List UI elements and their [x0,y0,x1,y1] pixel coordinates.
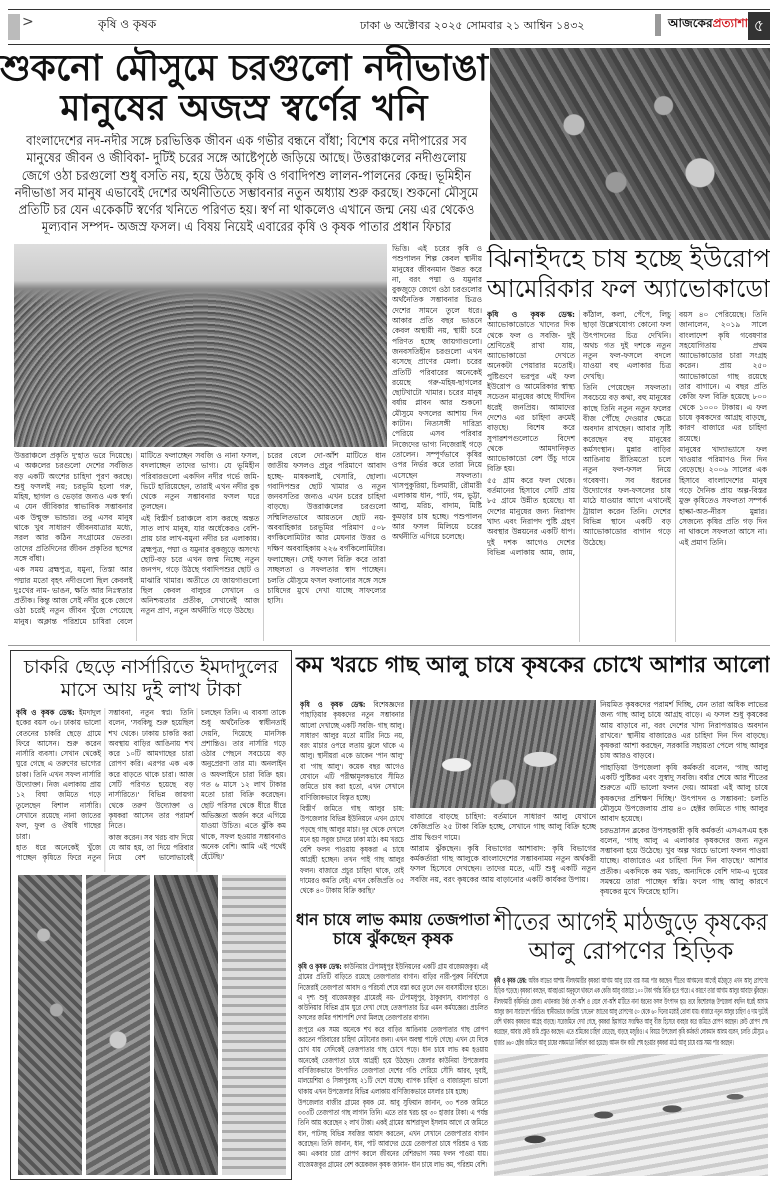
header-bottom-rule [8,44,770,45]
potato-left-body [300,700,404,902]
imdadul-headline-line-1: চাকরি ছেড়ে নার্সারিতে ইমদাদুলের [23,656,279,678]
dateline: কৃষি ও কৃষক ডেস্ক: [300,700,366,709]
paragraph: ৫৫ গ্রাম করে ফল থেকে। বর্তমানের হিসাবে সেটি প্রায় ৮৫ গ্রামে উন্নীত হয়েছে। যা দেশের মানুষের জন্য নিরাপদ খাদ্য এবং নিরাপদ পুষ্টি গ্রহণ অবস্থার উন্নয়নের একটি ধাপ। দুই দশক আগেও দেশের বিভিন্ন এলাকায় আম, জাম, কাঁঠাল, কলা, পেঁপে, লিচু ছাড়া উল্লেখযোগ্য কোনো ফল উৎপাদনের চিত্র দেখিনি। অথচ গত দুই দশকে নতুন নতুন ফল-ফসলে বদলে যাওয়া বহু এলাকার চিত্র দেখছি। [487,310,671,557]
paragraph: চরভদ্রাসন ব্লকের উপসহকারী কৃষি কর্মকর্তা এসএসএম হক বলেন, 'গাছ আলু এ এলাকার কৃষকদের জন্য নতুন সম্ভাবনা হয়ে উঠেছে। খুব অল্প খরচে ভালো ফলন পাওয়া যাচ্ছে। বাজারেও এর চাহিদা দিন দিন বাড়ছে।' আশার প্রতীক। একদিকে কম খরচ, অন্যদিকে বেশি দাম-এ দুয়ের সমন্বয়ে তারা পাচ্ছেন স্বস্তি। ফলে গাছ আলু কারণে কৃষকের মুখে ফিরেছে হাসি। [600,825,768,897]
logo-brand: প্রত্যাশা [712,16,749,30]
paragraph: এক সময় ব্রহ্মপুত্র, যমুনা, তিস্তা আর পদ্মার মতো বৃহৎ নদীগুলো ছিল কেবলই দুঃখের নাম- ভাঙন, ক্ষতি আর নিঃস্বতার প্রতীক। কিন্তু আজ সেই নদীর বুকে জেগে ওঠা চরেই নতুন জীবন খুঁজে পেয়েছে মানুষ। অক্লান্ত পরিশ্রমে চাষিরা বেলে মাটিতে ফলাচ্ছেন সবজি ও নানা ফসল, বদলাচ্ছেন তাদের ভাগ্য। যে ভূমিহীন পরিবারগুলো একদিন নদীর গর্ভে জমি-ভিটে হারিয়েছেন, তারাই এখন নদীর বুক থেকে নতুন সম্ভাবনার ফসল ঘরে তুলছেন। [14,451,260,626]
paragraph: এই বিস্তীর্ণ চরাঞ্চলে বাস করছে অন্তত সাত লাখ মানুষ, যার অর্ধেকেরও বেশি-প্রায় চার লাখ-যমুনা নদীর চর এলাকায়। ব্রহ্মপুত্র, পদ্মা ও যমুনার বুকজুড়ে অসংখ্য ছোট-বড় চরে এখন জন্ম নিচ্ছে নতুন জনপদ, গড়ে উঠছে গবাদিপশুর ছোট ও মাঝারি খামার। অতীতে যে জায়গাগুলো ছিল কেবল বালুচর সেখানে ও অনিশ্চয়তার প্রতীক, সেখানেই আজ নতুন প্রাণ, নতুন অর্থনীতি গড়ে উঠছে। [140,513,260,616]
newspaper-logo [668,15,748,35]
potato-right-body [600,700,768,902]
imdadul-body [16,708,286,872]
winter-headline-line-1: শীতের আগেই মাঠজুড়ে কৃষকের [494,908,768,936]
imdadul-headline-line-2: মাসে আয় দুই লাখ টাকা [60,678,242,701]
potato-headline [296,652,770,678]
paragraph: রংপুরে এক সময় অনেকে শখ করে বাড়ির আঙিনায় তেজপাতার গাছ রোপণ করতেন পরিবারের চাহিদা মেটানোর জন্য। এখন অবস্থা পাল্টে গেছে। এখন যে দিকে চোখ যায় সেদিকেই তেজপাতার গাছ চোখে পড়ে। ধান চাষে লাভ কম হওয়ায় অনেকেই তেজপাতা চাষে আগ্রহী হয়ে উঠছেন। জেলার কাউনিয়া উপজেলায় বাণিজ্যিকভাবে উৎপাদিত তেজপাতা দেশের গণ্ডি পেরিয়ে সৌদি আরব, দুবাই, মালয়েশিয়া ও সিঙ্গাপুরসহ ২১টি দেশে যাচ্ছে। ব্যাপক চাহিদা ও বাজারমূল্য ভালো থাকায় এখন উপজেলার বিভিন্ন এলাকায় বাণিজ্যিকভাবে মসলার চাষ হচ্ছে। [298,1024,488,1096]
paragraph: বিশেষজ্ঞদের পাহাড়িয়ার কৃষকদের নতুন সম্ভাবনার আলো দেখাচ্ছে একটি সবজি- গাছ আলু। সাধারণ আলুর মতো মাটির নিচে নয়, বরং মাচার ওপরে লতায় ঝুলে থাকে এ আলু। স্থানীয়রা একে ডাকেন 'পান আলু' বা 'গাছ আলু'। কয়েক বছর আগেও যেখানে এটি পরীক্ষামূলকভাবে সীমিত জমিতে চাষ করা হতো, এখন সেখানে বাণিজ্যিকভাবে বিস্তৃত হচ্ছে। [300,700,404,802]
dateline: কৃষি ও কৃষক ডেস্ক: [487,310,575,319]
photo-avocado-farmer [490,48,770,240]
paragraph: পাহাড়িয়া উপজেলা কৃষি কর্মকর্তা বলেন, 'গাছ আলু একটি পুষ্টিকর এবং সুস্বাদু সবজি। বর্ষার শেষে আর শীতের শুরুতে এটি ভালো ফলন দেয়। আমরা এই আলু চাষে কৃষকদের প্রশিক্ষণ দিচ্ছি।' উৎপাদন ও সম্ভাবনা: চলতি মৌসুমে উপজেলায় প্রায় ৪০ হেক্টর জমিতে গাছ আলুর আবাদ হয়েছে। [600,762,768,824]
winter-body [494,976,768,1050]
photo-orange-tree [86,875,150,1175]
paragraph: বাজারে বাড়ছে চাহিদা: বর্তমানে সাধারণ আলু যেখানে কেজিপ্রতি ২৫ টাকা বিক্রি হচ্ছে, সেখানে গাছ আলু বিক্রি হচ্ছে প্রায় দ্বিগুণ দামে। [410,812,596,842]
page-number: ৫ [748,12,770,40]
paragraph: নিয়মিত কৃষকদের পরামর্শ দিচ্ছি, যেন তারা অধিক লাভের জন্য গাছ আলু চাষে আগ্রহ বাড়ে। এ ফসল শুধু কৃষকের আয় বাড়াবে না, বরং দেশের খাদ্য নিরাপত্তায়ও অবদান রাখবে।' স্থানীয় বাজারেও এর চাহিদা দিন দিন বাড়ছে। কৃষকরা আশা করছেন, সরকারি সহায়তা পেলে গাছ আলুর চাষ আরও বাড়বে। [600,700,768,761]
imdadul-headline [14,656,288,702]
avocado-headline-line-2: আমেরিকার ফল অ্যাভোকাডো [487,274,770,303]
paragraph: বিস্তীর্ণ জমিতে গাছ আলুর চাষ: উপজেলার বিভিন্ন ইউনিয়নে এখন চোখে পড়ছে গাছ আলুর মাচা। দূর থেকে দেখলে মনে হয় সবুজ চাদরে ঢাকা মাঠ। কম খরচে বেশি ফলন পাওয়ায় কৃষকরা এ চাষে আগ্রহী হচ্ছেন। তখন পাই গাছ আলুর ফলন। বাজারে প্রচুর চাহিদা থাকে, তাই দামেরও কমতি নেই। এখন কেজিপ্রতি ৩৫ থেকে ৪০ টাকায় বিক্রি করছি।' [300,803,404,896]
paragraph: হাত ধরে অনেকেই খুঁজে পাচ্ছেন কৃষিতে ফিরে নতুন সম্ভাবনা, নতুন স্বপ্ন। তিনি বলেন, 'সবকিছু শুরু হয়েছিল শখ থেকে। ঢাকায় চাকরি করা অবস্থায় বাড়ির আঙিনায় শখ করে ১০টি আমগাছের চারা রোপণ করি। এরপর এক এক করে বাড়তে থাকে চারা। আজ সেটি পরিণত হয়েছে বড় নার্সারিতে।' বিভিন্ন জায়গা থেকে তরুণ উদ্যোক্তা ও কৃষকরা আসেন তার পরামর্শ নিতে। [16,708,194,863]
dhan-headline [296,910,490,948]
logo-divider [655,14,661,36]
photo-guava-tree [154,875,218,1175]
dateline: কৃষি ও কৃষক ডেস্ক: [298,962,342,971]
logo-prefix: আজকের [668,16,713,30]
paragraph: অধিক লাভের আশায় নীলফামারীর কৃষকরা আগাম আলু চাষে ব্যস্ত সময় পার করছেন। শীতের আগমনের আগেই মাঠজুড়ে এখন আলু রোপণের হিড়িক পড়েছে। কৃষকরা বলছেন, আবহাওয়া অনুকূলে থাকলে এক কেজি আলু বাজারে ১০০ টাকা পর্যন্ত বিক্রি হতে পারে। এ কারণে তারা আগাম আলুর আবাদে ঝুঁকছেন। নীলফামারী কৃষিনির্ভর জেলা। এখানকার উর্বর দো-আঁশ ও বেলে দো-আঁশ মাটিতে নানা ধরনের ফসল উৎপাদন হয়। তবে কিশোরগঞ্জ উপজেলা বহুদিন ধরেই আগাম আলুর জন্য সারাদেশে পরিচিত। স্থানীয়ভাবে জনপ্রিয় 'সেভেন' জাতের আলু রোপণের ৫০ থেকে ৬০ দিনের মধ্যেই তোলা যায়। বাজারে নতুন আলুর চাহিদা ও দাম দুটোই বেশি থাকায় কৃষকদের আগ্রহ বাড়ছে। সরেজমিনে দেখা গেছে, কৃষকরা হিমাগারে সংরক্ষিত আলু বীজ হিসেবে ব্যবহার করে জমিতে রোপণ করছেন। কেউ রোপণ শেষ করেছেন, আবার কেউ জমি প্রস্তুত করছেন। এতে শ্রমিকের চাহিদা বেড়েছে, বাড়ছে মজুরিও। এ বিষয়ে উপজেলা কৃষি কর্মকর্তা লোকমান আলম বলেন, চলতি মৌসুমে ৬ হাজার ৬৬০ হেক্টর জমিতে আলু চাষের লক্ষ্যমাত্রা নির্ধারণ করা হয়েছে। আমন ধান কাটা শেষ হওয়ার কৃষকরা মাঠে আলু চাষে ব্যস্ত সময় পার করছেন। [494,976,768,1047]
dateline: কৃষি ও কৃষক ডেস্ক: [494,976,527,985]
avocado-headline-line-1: ঝিনাইদহে চাষ হচ্ছে ইউরোপ [487,244,770,273]
lead-side-column [392,244,482,640]
header-tab-marker [8,14,20,40]
photo-banana-farmer [222,875,286,1175]
dhan-body [298,962,488,1184]
avocado-headline [487,244,770,304]
photo-tree-potato [410,700,596,808]
dhan-headline-line-2: চাষে ঝুঁকছেন কৃষক [333,929,453,949]
paragraph: ভিত্তি। এই চরের কৃষি ও পশুপালন শিল্প কেবল স্থানীয় মানুষের জীবনমান উন্নত করে না, বরং পদ্মা ও যমুনার বুকজুড়ে জেগে ওঠা চরগুলোর অর্থনৈতিক সম্ভাবনার চিত্রও দেশের সামনে তুলে ধরে। আকার প্রতি বছর ভাঙনে কেবল অস্থায়ী নয়, স্থায়ী চরে পরিণত হচ্ছে জায়গাগুলো। জনবসতিহীন চরগুলো এখন বসেছে প্রাণের মেলা। চরের প্রতিটি পরিবারের অনেকেই রয়েছে গরু-মহিষ-ছাগলের ছোটখাটো খামার। চরের মানুষ বর্ষায় প্লাবন আর শুকনো মৌসুমে ফসলের আশায় দিন কাটান। নিত্যসঙ্গী দারিদ্র্য পেরিয়ে এসব পরিবার নিজেদের ভাগ্য নিজেরাই গড়ে তোলেন। সম্পূর্ণভাবে কৃষির ওপর নির্ভর করে তারা নিয়ে এসেছেন সফলতা। খাসপুকুরিয়া, চিলমারী, রৌমারী এলাকায় ধান, পাট, গম, ভুট্টা, আলু, মরিচ, বাদাম, মিষ্টি কুমড়ার চাষ হচ্ছে। পশুপালন আর ফসল মিলিয়ে চরের অর্থনীতি এগিয়ে চলেছে। [392,244,482,542]
issue-date: ঢাকা ৬ অক্টোবর ২০২৫ সোমবার ২১ আশ্বিন ১৪৩২ [360,19,585,32]
paragraph: বয়স ৪০ পেরিয়েছে। তিনি জানালেন, ২০১৯ সালে বাংলাদেশ কৃষি গবেষণার সহযোগিতায় প্রথম অ্যাভোকাডোর চারা সংগ্রহ করেন। প্রায় ২৫০ অ্যাভোকাডো গাছ রয়েছে তার বাগানে। এ বছর প্রতি কেজি ফল বিক্রি হয়েছে ৮০০ থেকে ১০০০ টাকায়। এ ফল চাষে কৃষকদের আগ্রহ বাড়ছে, কারণ বাজারে এর চাহিদা রয়েছে। [679,310,767,443]
lead-headline [0,48,488,128]
winter-headline [494,908,768,966]
paragraph: তিনি পেয়েছেন সফলতা। সবচেয়ে বড় কথা, বহু মানুষের কাছে তিনি নতুন নতুন ফলের বীজ পৌঁছে দেওয়ার ক্ষেত্রে অবদান রাখছেন। আবার সৃষ্টি করেছেন বহু মানুষের কর্মসংস্থান। মুন্নার বাড়ির আঙিনায় রীতিমতো চলে নতুন ফল-ফসল নিয়ে গবেষণা। সব ধরনের উদ্যোগের ফল-ফসলের চাষ মাঠে যাওয়ার আগে এখানেই ট্রায়াল করেন তিনি। দেশের বিভিন্ন স্থানে একটি বড় অ্যাভোকাডোর বাগান গড়ে উঠেছে। [583,383,671,547]
avocado-body [487,310,767,642]
lead-body [14,451,386,641]
dhan-headline-line-1: ধান চাষে লাভ কমায় তেজপাতা [296,910,490,929]
winter-headline-line-2: আলু রোপণের হিড়িক [528,936,734,965]
paragraph: উত্তরাঞ্চলে প্রকৃতি দু'হাত ভরে দিয়েছে। এ অঞ্চলের চরগুলো দেশের সর্বজিত বড় একটি অংশের চাহিদা পূরণ করছে। শুধু ফসলই নয়; চরভূমি হলো গরু, মহিষ, ছাগল ও ভেড়ার জন্যও এক স্বর্গ। এ যেন জীবিকার স্বাভাবিক সম্ভাবনার এক উন্মুক্ত ভান্ডার। তবু এসব মানুষ থাকে খুব সাধারণ জীবনযাত্রার মধ্যে, সরল আর কঠিন সংগ্রামের ভেতর। তাদের প্রতিদিনের জীবন প্রকৃতির ছন্দের সঙ্গে বাঁধা। [14,451,133,563]
photo-char-field [14,244,387,447]
paragraph: কাউনিয়ার টেপামধুপুর ইউনিয়নের একটি গ্রাম বাজেমজকুর। এই গ্রামের প্রতিটি বাড়িতে রয়েছে তেজপাতার বাগান। বাড়ির নারী-পুরুষ নির্বিশেষে নিজেরাই তেজপাতা আবাদ ও পরিচর্যা শেষে বস্তা করে তুলে দেন ব্যবসায়ীদের হাতে। এ দৃশ্য শুধু বাজেমজকুর গ্রামেরই নয়- টেপামধুপুর, ঠাকুরদাস, বালাপাড়া ও কাউনিয়ার বিভিন্ন গ্রাম ঘুরে দেখা গেছে তেজপাতার চিত্র এমন কর্মযজ্ঞের। প্রচলিত ফসলের জমির পাশাপাশি দেখা মিলছে তেজপাতার বাগান। [298,962,488,1023]
lead-headline-line-1: শুকনো মৌসুমে চরগুলো নদীভাঙা [0,47,488,89]
chevron-right-icon: > [22,14,34,30]
photo-malta-tree [18,875,82,1175]
paragraph: চরের বেলে দো-আঁশ মাটিতে ধান জাতীয় ফসলও প্রচুর পরিমাণে আবাদ হচ্ছে- মাষকলাই, খেসারি, ছোলা। গবাদিপশুর ছোট খামার ও নতুন জনবসতির জন্যও এখন চরের চাহিদা বাড়ছে। উত্তরাঞ্চলের চরগুলো সম্মিলিতভাবে আয়তনে ছোট নয়- অববাহিকার চরভূমির পরিমাণ ৫০৮ বর্গকিলোমিটার আর মেঘনার উত্তর ও দক্ষিণ অববাহিকায় ২২৬ বর্গকিলোমিটার। [267,451,386,553]
potato-headline-text: কম খরচে গাছ আলু চাষে কৃষকের চোখে আশার আলো [296,652,770,678]
paragraph: উপজেলার বাজীর গ্রামের কৃষক মো. আবু সুফিয়ান জানান, ৩৩ শতক জমিতে ৩৩৩টি তেজপাতা গাছ লাগান তিনি। এতে তার খরচ হয় ৩০ হাজার টাকা। এ পর্যন্ত তিনি আয় করেছেন ২ লাখ টাকা। একই গ্রামের আশরাফুল ইসলাম আগে যে জমিতে ধান, পাটসহ বিভিন্ন সবজির আবাদ করতেন, এখন সেখানে তেজপাতার বাগান করেছেন। তিনি জানান, ধান, পাট আবাদের চেয়ে তেজপাতা চাষে পরিশ্রম ও খরচ কম। একবার চারা রোপণ করলে জীবনের বেশিরভাগ সময় ফলন পাওয়া যায়। বাজেমজকুর গ্রামের বেশ কয়েকজন কৃষক জানান- ধান চাষে লাভ কম, পরিশ্রম বেশি। [298,1097,488,1169]
lead-headline-line-2: মানুষের অজস্র স্বর্ণের খনি [60,87,428,129]
lead-intro: বাংলাদেশের নদ-নদীর সঙ্গে চরভিত্তিক জীবন এক গভীর বন্ধনে বাঁধা; বিশেষ করে নদীপারের সব মানুষের জীবন ও জীবিকা- দুটিই চরের সঙ্গে আষ্টেপৃষ্ঠে জড়িয়ে আছে। উত্তরাঞ্চলের নদীগুলোয় জেগে ওঠা চরগুলো শুধু বসতি নয়, হয়ে উঠছে কৃষি ও গবাদিপশু লালন-পালনের কেন্দ্র। ভূমিহীন নদীভাঙা সব মানুষ এভাবেই দেশের অর্থনীতিতে সম্ভাবনার নতুন অধ্যায় শুরু করছে। শুকনো মৌসুমে প্রতিটি চর যেন একেকটি স্বর্ণের খনিতে পরিণত হয়। স্বর্ণ না থাকলেও এখানে জন্ম নেয় এর থেকেও মূল্যবান সম্পদ- অজস্র ফসল। এ বিষয় নিয়েই এবারের কৃষি ও কৃষক পাতার প্রধান ফিচার [14,134,479,236]
paragraph: কাজ করেন। সব খরচ বাদ দিয়ে যে আয় হয়, তা দিয়ে পরিবার নিয়ে বেশ ভালোভাবেই চলছেন তিনি। এ ব্যবসা তাকে শুধু অর্থনৈতিক স্বাধীনতাই দেয়নি, দিয়েছে মানসিক প্রশান্তিও। তার নার্সারি গড়ে ওঠার পেছনে সবচেয়ে বড় অনুপ্রেরণা তার মা। অনলাইন ও অফলাইনে চারা বিক্রি হয়। গত ৬ মাসে ১২ লাখ টাকার মতো চারা বিক্রি করেছেন। ছোট পরিসর থেকে ধীরে ধীরে অভিজ্ঞতা অর্জন করে এগিয়ে যাওয়া উচিত। এতে ঝুঁকি কম থাকে, সফল হওয়ার সম্ভাবনাও অনেক বেশি। আমি এই পথেই হেঁটেছি।' [108,708,286,863]
section-name: কৃষি ও কৃষক [98,17,157,31]
paragraph: অ্যাভোকাডোতে খাদ্যের দিক থেকে ফল ও সবজি- দুই শ্রেণিতেই রাখা যায়, অ্যাভোকাডো দেখতে অনেকটা পেয়ারার মতোই। পুষ্টিগুণে ভরপুর এই ফল ইউরোপ ও আমেরিকার স্বাস্থ্য সচেতন মানুষের কাছে দীর্ঘদিন ধরেই জনপ্রিয়। আমাদের দেশেও এর চাহিদা ক্রমেই বাড়ছে। বিশেষ করে সুপারশপগুলোতে বিদেশ থেকে আমদানিকৃত অ্যাভোকাডো বেশ উঁচু দামে বিক্রি হয়। [487,320,575,474]
top-rule [8,9,770,10]
dateline: কৃষি ও কৃষক ডেস্ক: [16,708,75,717]
section-divider [8,645,770,646]
potato-mid-body [410,812,596,902]
paragraph: ইমদাদুল হকের বয়স ৩৮। ঢাকায় ভালো বেতনের চাকরি ছেড়ে গ্রামে ফিরে আসেন। শুরু করেন নার্সারি ব্যবসা। সেখান থেকেই ঘুরে গেছে এ তরুণের ভাগ্যের চাকা। তিনি এখন সফল নার্সারি উদ্যোক্তা। নিজ এলাকায় প্রায় ১২ বিঘা জমিতে গড়ে তুলেছেন বিশাল নার্সারি। সেখানে রয়েছে নানা জাতের ফল, ফুল ও ঔষধি গাছের চারা। [16,708,101,841]
photo-potato-planting [494,1054,768,1176]
paragraph: ফলাচ্ছেন। সেই ফসল বিক্রি করে তারা সচ্ছলতা ও সফলতার স্বাদ পাচ্ছেন। চলতি মৌসুমে ফসল ফলানোর সঙ্গে সঙ্গে চাষিদের মুখে দেখা যাচ্ছে সাফল্যের হাসি। [267,554,386,606]
paragraph: মানুষের খাদ্যাভ্যাসে ফল খাওয়ার পরিমাণও দিন দিন বেড়েছে। ২০০৬ সালের এক হিসাবে বাংলাদেশের মানুষ গড়ে দৈনিক প্রায় অল্প-বিস্তর মুক্ত কৃষিতেও সফলতা সম্পর্ক হাল্কা-অত-নীরস মুন্নার। সেজন্যে কৃষির প্রতি গড় দিন না থাকলে সফলতা আসে না। এই প্রমাণ তিনি। [679,444,767,547]
paragraph: আরাম ঝুঁকছেন। কৃষি বিভাগের আশাবাদ: কৃষি বিভাগের কর্মকর্তারা গাছ আলুকে বাংলাদেশের সম্ভাবনাময় নতুন অর্থকরী ফসল হিসেবে দেখছেন। তাদের মতে, এটি শুধু একটি নতুন সবজি নয়, বরং কৃষকের আয় বাড়ানোর একটি কার্যকর উপায়। [410,843,596,884]
